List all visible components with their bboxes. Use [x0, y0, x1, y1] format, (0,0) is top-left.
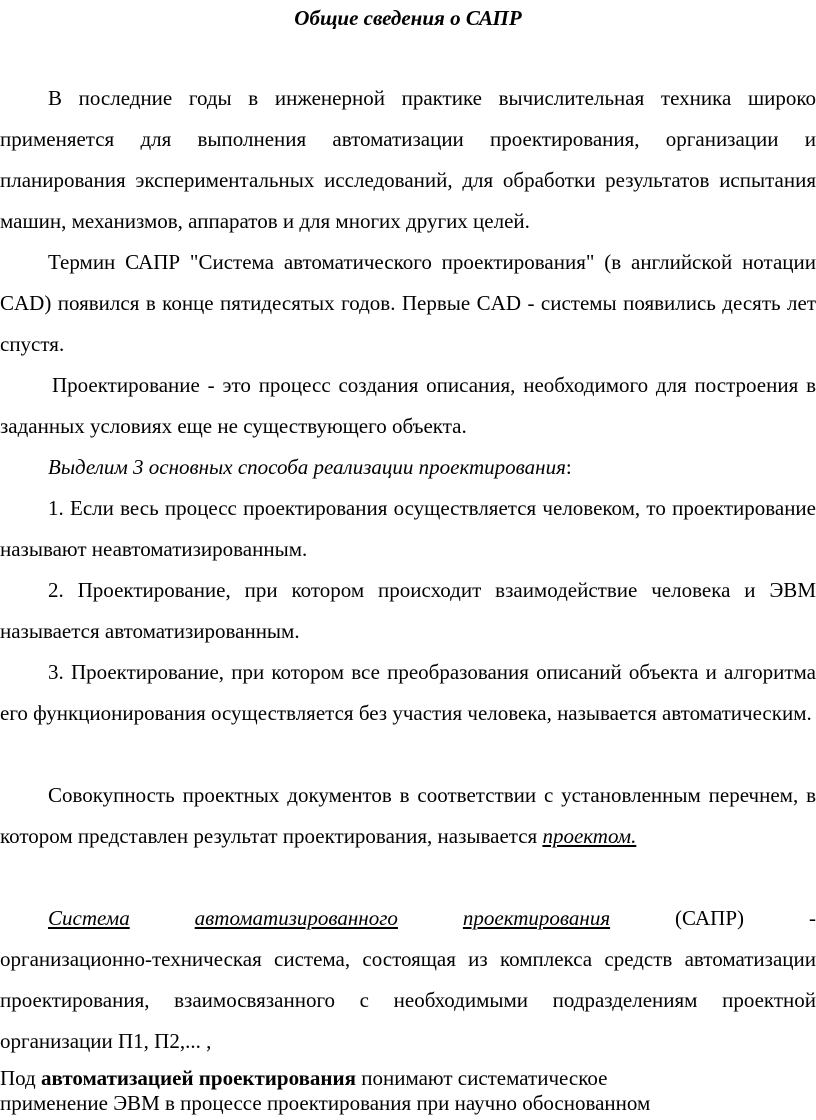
cad-term-word-3: проектирования — [462, 906, 611, 930]
paragraph-cad-term: Термин САПР "Система автоматического проектирования" (в английской нотации CAD) появился в конце пятидесятых годов. Первые CAD - системы появились десять лет спустя. — [0, 250, 816, 356]
methods-intro-colon: : — [565, 455, 572, 479]
list-item-1: 1. Если весь процесс проектирования осуществляется человеком, то проектирование называют неавтоматизированным. — [0, 496, 816, 561]
paragraph-automation-definition — [0, 1066, 816, 1116]
cad-term-word-2: автоматизированного — [194, 906, 398, 930]
list-item-2: 2. Проектирование, при котором происходит взаимодействие человека и ЭВМ называется автоматизированным. — [0, 578, 816, 643]
cad-term-word-1: Система — [48, 906, 130, 930]
list-item-3: 3. Проектирование, при котором все преобразования описаний объекта и алгоритма его функционирования осуществляется без участия человека, называется автоматическим. — [0, 660, 816, 725]
automation-definition-line-2: применение ЭВМ в процессе проектирования при научно обоснованном — [0, 1091, 651, 1115]
paragraph-intro: В последние годы в инженерной практике вычислительная техника широко применяется для выполнения автоматизации проектирования, организации и планирования экспериментальных исследований, для обработки результатов испытания машин, механизмов, аппаратов и для многих других целей. — [0, 86, 816, 233]
paragraph-cad-definition — [0, 898, 816, 1062]
cad-definition-rest: организационно-техническая система, состоящая из комплекса средств автоматизации проектирования, взаимосвязанного с необходимыми подразделениям проектной организации П1, П2,... , — [0, 947, 816, 1053]
methods-intro-italic: Выделим 3 основных способа реализации проектирования — [48, 455, 566, 479]
automation-definition-line-1 — [0, 1066, 816, 1091]
project-term: проектом. — [542, 824, 637, 848]
cad-abbreviation: (САПР) — [675, 906, 745, 930]
document-title: Общие сведения о САПР — [294, 6, 522, 30]
automation-post: понимают систематическое — [355, 1066, 608, 1090]
automation-term: автоматизацией проектирования — [41, 1066, 356, 1090]
cad-dash: - — [808, 906, 816, 930]
paragraph-design-definition: Проектирование - это процесс создания описания, необходимого для построения в заданных условиях еще не существующего объекта. — [0, 373, 816, 438]
paragraph-project-definition — [0, 775, 816, 857]
cad-definition-first-line — [0, 898, 816, 939]
automation-pre: Под — [0, 1066, 41, 1090]
paragraph-methods-intro — [0, 447, 816, 488]
project-definition-text: Совокупность проектных документов в соответствии с установленным перечнем, в котором представлен результат проектирования, называется — [0, 783, 816, 848]
